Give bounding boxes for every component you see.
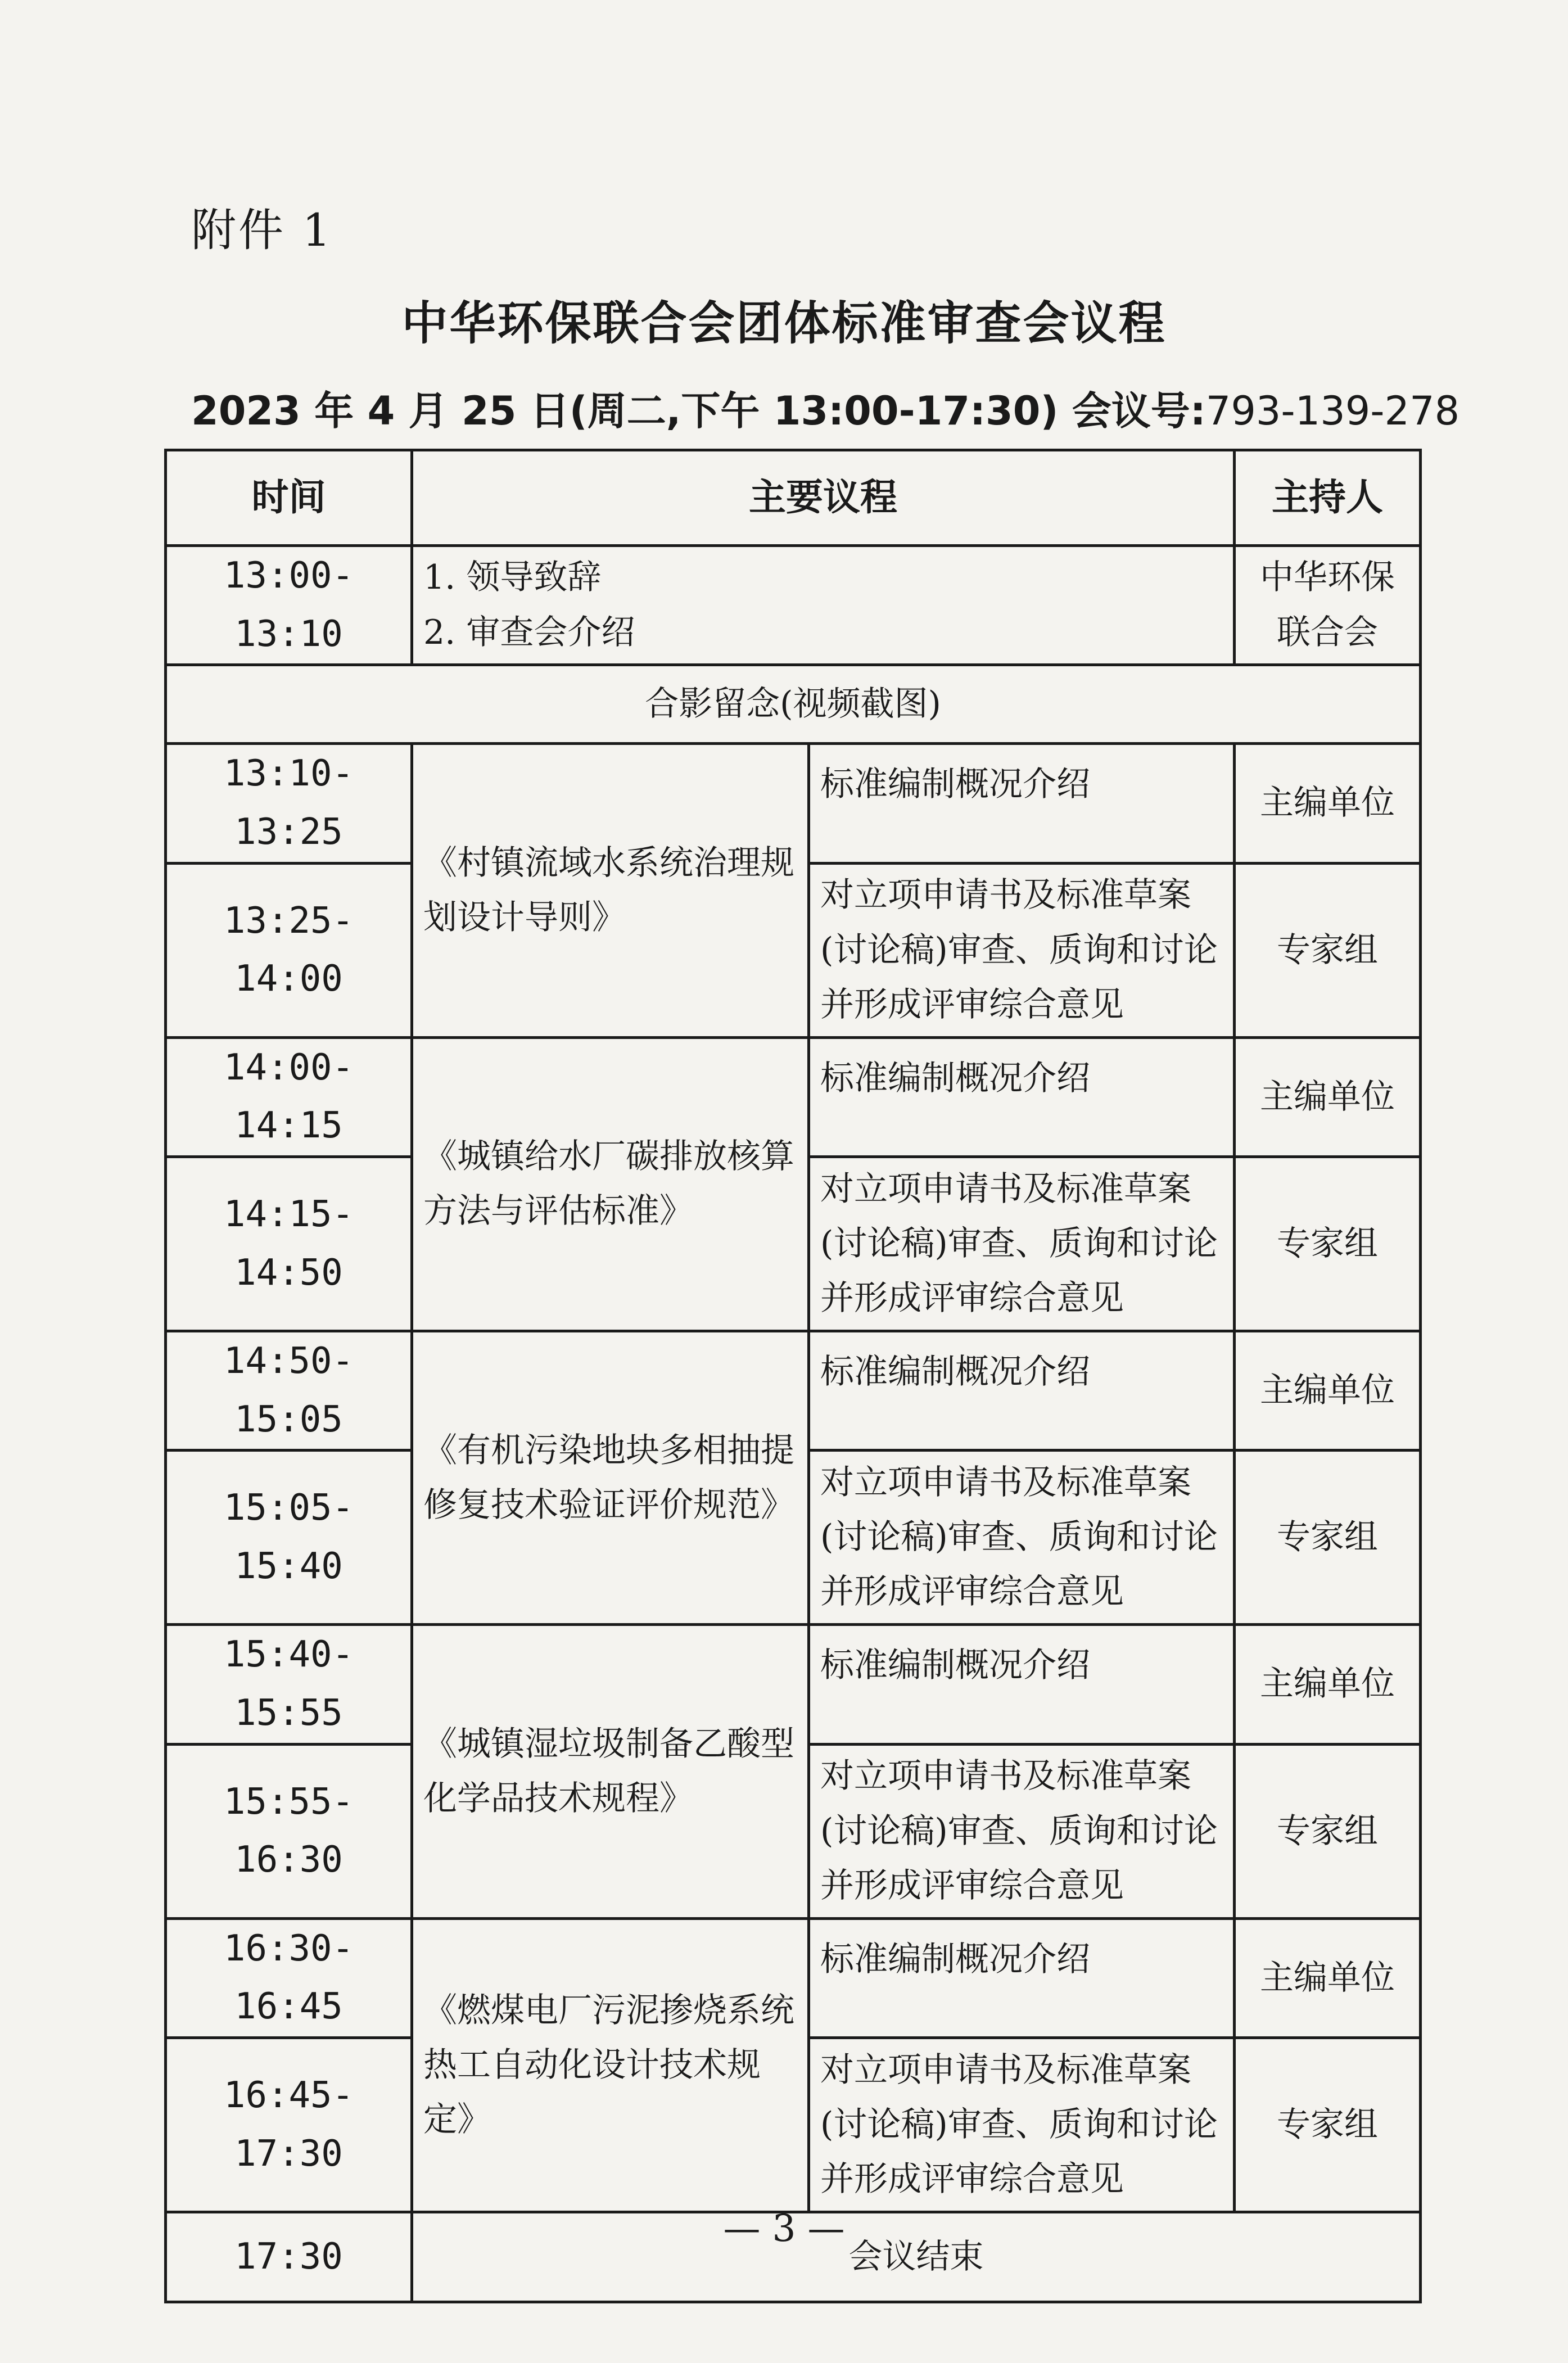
session-intro-item: 标准编制概况介绍 xyxy=(809,744,1235,863)
session-review-time: 15:05-15:40 xyxy=(166,1451,412,1625)
photo-row xyxy=(166,665,1421,744)
session-review-item: 对立项申请书及标准草案(讨论稿)审查、质询和讨论并形成评审综合意见 xyxy=(809,1157,1235,1331)
opening-host: 中华环保联合会 xyxy=(1235,546,1421,665)
session-review-host: 专家组 xyxy=(1235,863,1421,1037)
session-review-item: 对立项申请书及标准草案(讨论稿)审查、质询和讨论并形成评审综合意见 xyxy=(809,863,1235,1037)
session-intro-host: 主编单位 xyxy=(1235,744,1421,863)
session-intro-time: 16:30-16:45 xyxy=(166,1918,412,2037)
standard-name: 《城镇湿垃圾制备乙酸型化学品技术规程》 xyxy=(412,1625,809,1918)
session-intro-row xyxy=(166,1037,1421,1156)
session-review-host: 专家组 xyxy=(1235,2038,1421,2212)
session-review-item: 对立项申请书及标准草案(讨论稿)审查、质询和讨论并形成评审综合意见 xyxy=(809,1451,1235,1625)
session-review-item: 对立项申请书及标准草案(讨论稿)审查、质询和讨论并形成评审综合意见 xyxy=(809,1744,1235,1918)
session-review-time: 13:25-14:00 xyxy=(166,863,412,1037)
attachment-label: 附件 1 xyxy=(191,204,333,256)
standard-name: 《村镇流域水系统治理规划设计导则》 xyxy=(412,744,809,1037)
standard-name: 《燃煤电厂污泥掺烧系统热工自动化设计技术规定》 xyxy=(412,1918,809,2212)
opening-items xyxy=(412,546,1235,665)
session-intro-item: 标准编制概况介绍 xyxy=(809,1918,1235,2037)
standard-name: 《城镇给水厂碳排放核算方法与评估标准》 xyxy=(412,1037,809,1331)
session-intro-time: 14:50-15:05 xyxy=(166,1331,412,1451)
session-review-host: 专家组 xyxy=(1235,1744,1421,1918)
session-review-host: 专家组 xyxy=(1235,1451,1421,1625)
table-header-row xyxy=(166,450,1421,546)
session-intro-item: 标准编制概况介绍 xyxy=(809,1331,1235,1451)
session-review-time: 15:55-16:30 xyxy=(166,1744,412,1918)
page-number: — 3 — xyxy=(723,2207,845,2250)
session-intro-row xyxy=(166,744,1421,863)
standard-name: 《有机污染地块多相抽提修复技术验证评价规范》 xyxy=(412,1331,809,1625)
session-review-time: 14:15-14:50 xyxy=(166,1157,412,1331)
session-intro-time: 14:00-14:15 xyxy=(166,1037,412,1156)
session-review-host: 专家组 xyxy=(1235,1157,1421,1331)
session-intro-row xyxy=(166,1331,1421,1451)
opening-item: 1. 领导致辞 xyxy=(423,558,602,598)
header-host: 主持人 xyxy=(1235,450,1421,546)
session-intro-row xyxy=(166,1625,1421,1744)
session-intro-host: 主编单位 xyxy=(1235,1037,1421,1156)
opening-row xyxy=(166,546,1421,665)
opening-item: 2. 审查会介绍 xyxy=(423,612,635,652)
meeting-subtitle xyxy=(191,379,1459,436)
session-review-time: 16:45-17:30 xyxy=(166,2038,412,2212)
opening-time: 13:00-13:10 xyxy=(166,546,412,665)
meeting-date: 2023 年 4 月 25 日 xyxy=(191,388,570,434)
session-intro-time: 15:40-15:55 xyxy=(166,1625,412,1744)
session-intro-host: 主编单位 xyxy=(1235,1625,1421,1744)
closing-time: 17:30 xyxy=(166,2212,412,2302)
photo-text: 合影留念(视频截图) xyxy=(166,665,1421,744)
session-intro-row xyxy=(166,1918,1421,2037)
session-intro-item: 标准编制概况介绍 xyxy=(809,1037,1235,1156)
closing-text: 会议结束 xyxy=(412,2212,1421,2302)
document-title: 中华环保联合会团体标准审查会议程 xyxy=(401,297,1167,350)
session-intro-host: 主编单位 xyxy=(1235,1331,1421,1451)
header-time: 时间 xyxy=(166,450,412,546)
sessions-body xyxy=(166,744,1421,2212)
header-agenda: 主要议程 xyxy=(412,450,1235,546)
session-intro-item: 标准编制概况介绍 xyxy=(809,1625,1235,1744)
session-intro-host: 主编单位 xyxy=(1235,1918,1421,2037)
meeting-id: 793-139-278 xyxy=(1205,388,1460,434)
agenda-table xyxy=(164,449,1422,2303)
session-review-item: 对立项申请书及标准草案(讨论稿)审查、质询和讨论并形成评审综合意见 xyxy=(809,2038,1235,2212)
session-intro-time: 13:10-13:25 xyxy=(166,744,412,863)
meeting-detail: (周二,下午 13:00-17:30) 会议号: xyxy=(569,388,1206,434)
